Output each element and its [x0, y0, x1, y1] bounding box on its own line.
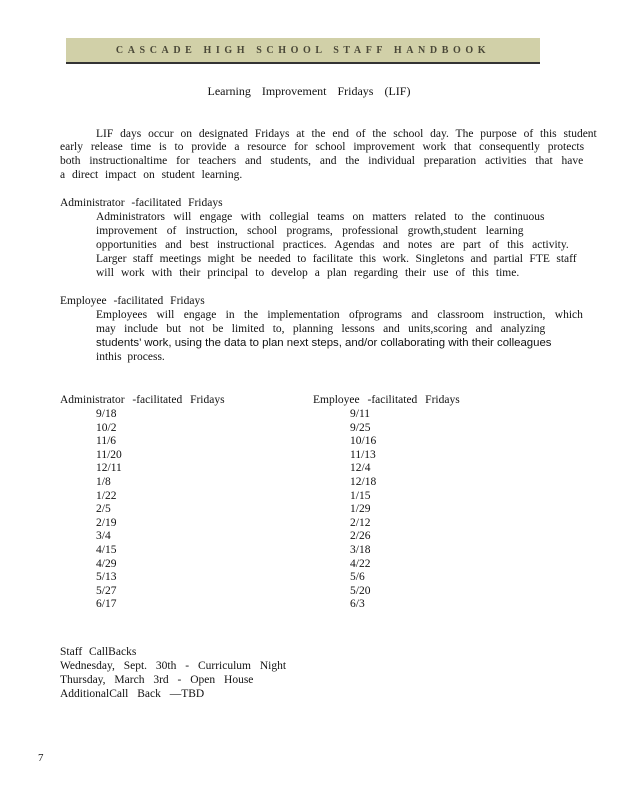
- employee-line-3: students’ work, using the data to plan next steps, and/or collaborating with their colleagues: [96, 337, 552, 349]
- admin-heading: Administrator -facilitated Fridays: [60, 197, 223, 209]
- employee-date: 5/20: [350, 584, 371, 597]
- callback-item: Wednesday, Sept. 30th - Curriculum Night: [60, 660, 287, 672]
- admin-date: 2/19: [96, 516, 117, 529]
- intro-line-2: early release time is to provide a resource for school improvement work that consequently protects: [60, 141, 585, 153]
- admin-date: 6/17: [96, 598, 117, 611]
- callback-item: AdditionalCall Back —TBD: [60, 688, 205, 700]
- admin-date: 10/2: [96, 421, 117, 434]
- intro-line-3: both instructionaltime for teachers and students, and the individual preparation activities that have: [60, 155, 584, 167]
- callback-item: Thursday, March 3rd - Open House: [60, 674, 254, 686]
- intro-line-1: LIF days occur on designated Fridays at the end of the school day. The purpose of this student: [96, 128, 597, 140]
- employee-heading: Employee -facilitated Fridays: [60, 295, 205, 307]
- admin-date: 3/4: [96, 530, 111, 543]
- admin-line-3: opportunities and best instructional practices. Agendas and notes are part of this activity.: [96, 239, 569, 251]
- admin-date: 4/15: [96, 543, 117, 556]
- admin-line-2: improvement of instruction, school programs, professional growth,student learning: [96, 225, 524, 237]
- admin-date: 4/29: [96, 557, 117, 570]
- admin-schedule-heading: Administrator -facilitated Fridays: [60, 394, 225, 406]
- employee-date: 2/12: [350, 516, 371, 529]
- employee-date: 9/25: [350, 421, 371, 434]
- handbook-title: CASCADE HIGH SCHOOL STAFF HANDBOOK: [115, 45, 491, 56]
- employee-date: 10/16: [350, 435, 377, 448]
- section-title: Learning Improvement Fridays (LIF): [207, 84, 411, 98]
- admin-date: 2/5: [96, 503, 111, 516]
- admin-date: 9/18: [96, 408, 117, 420]
- employee-date: 12/4: [350, 462, 371, 475]
- admin-date: 12/11: [96, 462, 122, 475]
- header-rule: [66, 62, 540, 64]
- employee-date: 12/18: [350, 475, 377, 488]
- admin-date: 5/13: [96, 571, 117, 584]
- employee-date: 1/29: [350, 503, 371, 516]
- callbacks-heading: Staff CallBacks: [60, 646, 137, 658]
- employee-schedule-heading: Employee -facilitated Fridays: [313, 394, 460, 406]
- employee-dates-list: [350, 408, 376, 612]
- intro-line-4: a direct impact on student learning.: [60, 169, 243, 181]
- admin-line-5: will work with their principal to develop a plan regarding their use of this time.: [96, 267, 520, 279]
- admin-date: 11/6: [96, 435, 117, 448]
- admin-dates-list: [96, 408, 122, 612]
- admin-line-4: Larger staff meetings might be needed to facilitate this work. Singletons and partial FTE staff: [96, 253, 577, 265]
- admin-date: 11/20: [96, 448, 122, 461]
- employee-date: 5/6: [350, 571, 365, 584]
- admin-date: 1/8: [96, 475, 111, 488]
- admin-line-1: Administrators will engage with collegial teams on matters related to the continuous: [96, 211, 545, 223]
- admin-date: 1/22: [96, 489, 117, 502]
- employee-date: 11/13: [350, 448, 376, 461]
- employee-date: 1/15: [350, 489, 371, 502]
- page-number: 7: [38, 752, 44, 764]
- employee-date: 9/11: [350, 408, 371, 420]
- employee-date: 6/3: [350, 598, 365, 611]
- employee-line-1: Employees will engage in the implementation ofprograms and classroom instruction, which: [96, 309, 583, 321]
- employee-date: 3/18: [350, 543, 371, 556]
- admin-date: 5/27: [96, 584, 117, 597]
- employee-line-4: inthis process.: [96, 351, 165, 363]
- employee-date: 2/26: [350, 530, 371, 543]
- employee-date: 4/22: [350, 557, 371, 570]
- employee-line-2: may include but not be limited to, planning lessons and units,scoring and analyzing: [96, 323, 546, 335]
